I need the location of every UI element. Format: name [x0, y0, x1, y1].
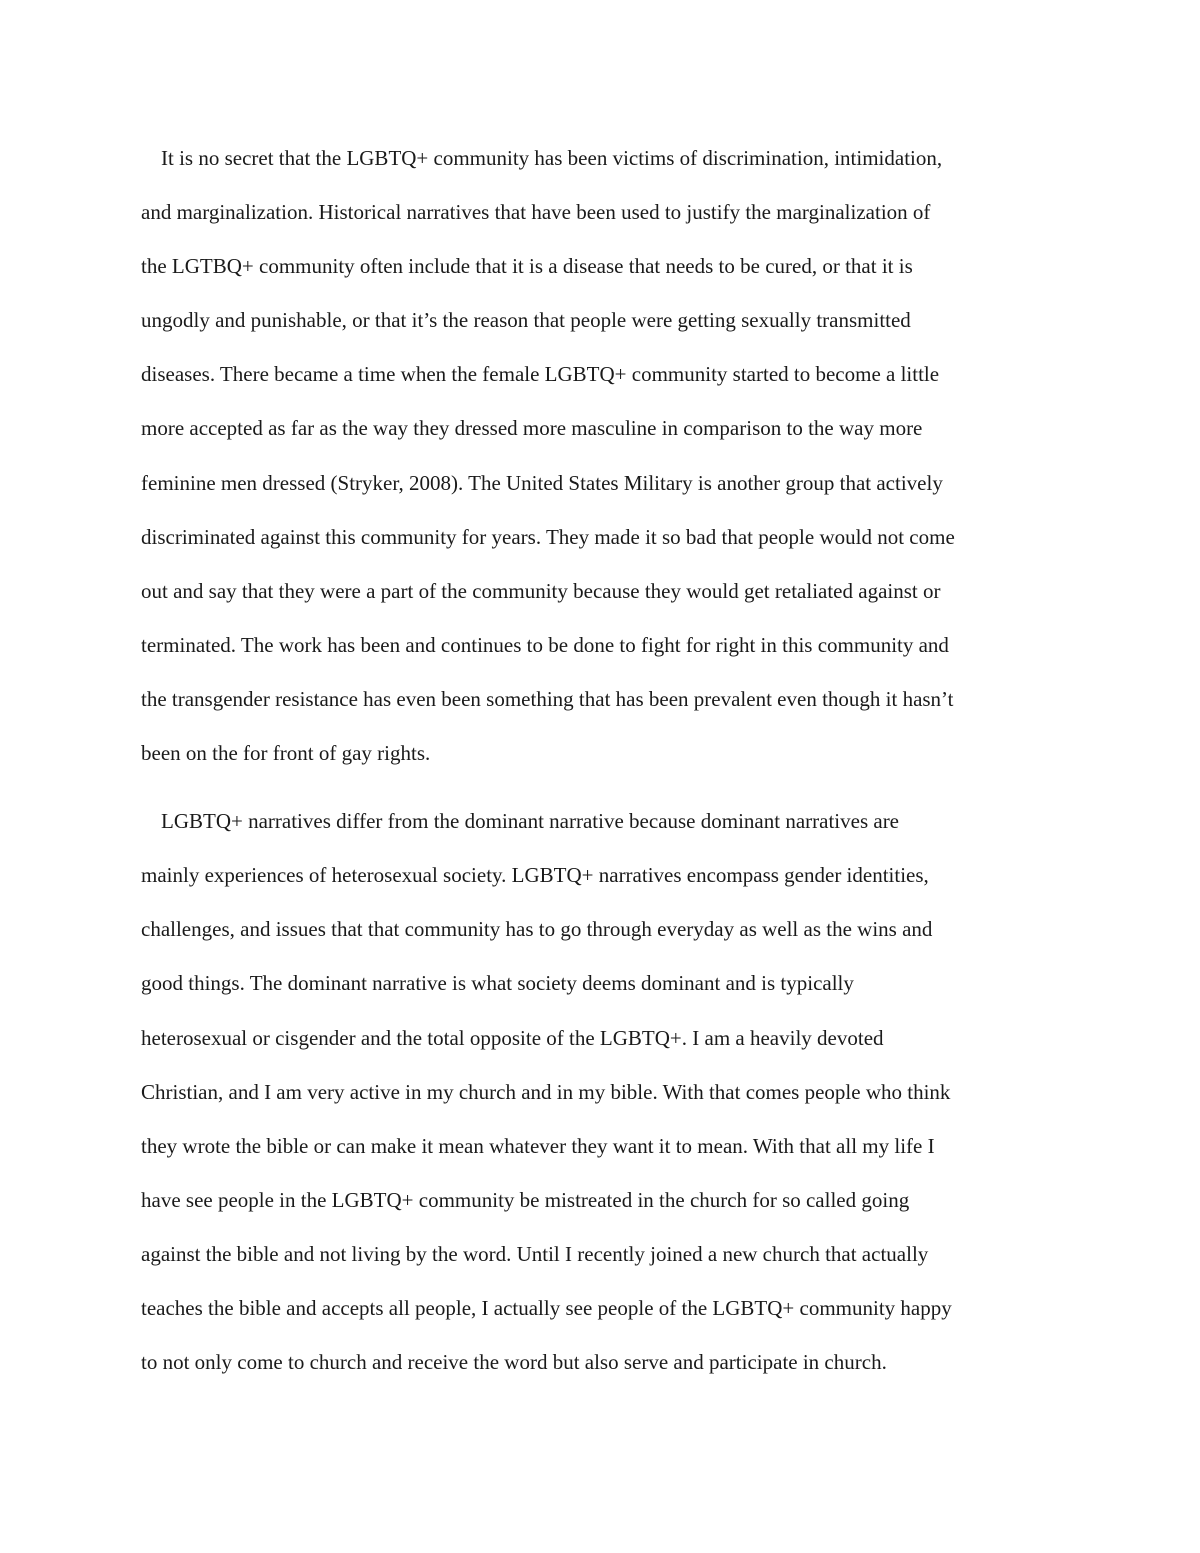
document-body: [141, 131, 1071, 1389]
text-line: good things. The dominant narrative is what society deems dominant and is typically: [141, 971, 854, 996]
text-line: diseases. There became a time when the female LGBTQ+ community started to become a little: [141, 362, 940, 387]
text-line: heterosexual or cisgender and the total opposite of the LGBTQ+. I am a heavily devoted: [141, 1025, 884, 1050]
text-line: discriminated against this community for years. They made it so bad that people would not come: [141, 524, 955, 549]
paragraph-spacer: [141, 780, 1071, 794]
text-line: have see people in the LGBTQ+ community be mistreated in the church for so called going: [141, 1187, 910, 1212]
text-line: the transgender resistance has even been something that has been prevalent even though it hasn’t: [141, 686, 954, 711]
text-line: terminated. The work has been and continues to be done to fight for right in this community and: [141, 632, 949, 657]
text-line: they wrote the bible or can make it mean whatever they want it to mean. With that all my life I: [141, 1133, 935, 1158]
text-line: against the bible and not living by the word. Until I recently joined a new church that actually: [141, 1241, 929, 1266]
text-line: feminine men dressed (Stryker, 2008). The United States Military is another group that actively: [141, 470, 943, 495]
text-line: teaches the bible and accepts all people, I actually see people of the LGBTQ+ community happy: [141, 1295, 952, 1320]
text-line: LGBTQ+ narratives differ from the dominant narrative because dominant narratives are: [161, 809, 900, 834]
text-line: and marginalization. Historical narratives that have been used to justify the marginalization of: [141, 200, 931, 225]
text-line: been on the for front of gay rights.: [141, 741, 431, 766]
paragraph-1: [141, 131, 1071, 780]
text-line: the LGTBQ+ community often include that it is a disease that needs to be cured, or that it is: [141, 254, 913, 279]
text-line: challenges, and issues that that community has to go through everyday as well as the wins and: [141, 917, 933, 942]
text-line: It is no secret that the LGBTQ+ community has been victims of discrimination, intimidation,: [161, 146, 943, 170]
text-line: to not only come to church and receive the word but also serve and participate in church.: [141, 1350, 887, 1375]
text-line: out and say that they were a part of the community because they would get retaliated against or: [141, 578, 941, 603]
text-line: Christian, and I am very active in my church and in my bible. With that comes people who think: [141, 1079, 951, 1104]
text-line: mainly experiences of heterosexual society. LGBTQ+ narratives encompass gender identities,: [141, 863, 929, 888]
paragraph-2: [141, 794, 1071, 1389]
text-line: ungodly and punishable, or that it’s the reason that people were getting sexually transmitted: [141, 308, 911, 333]
text-line: more accepted as far as the way they dressed more masculine in comparison to the way more: [141, 416, 923, 441]
